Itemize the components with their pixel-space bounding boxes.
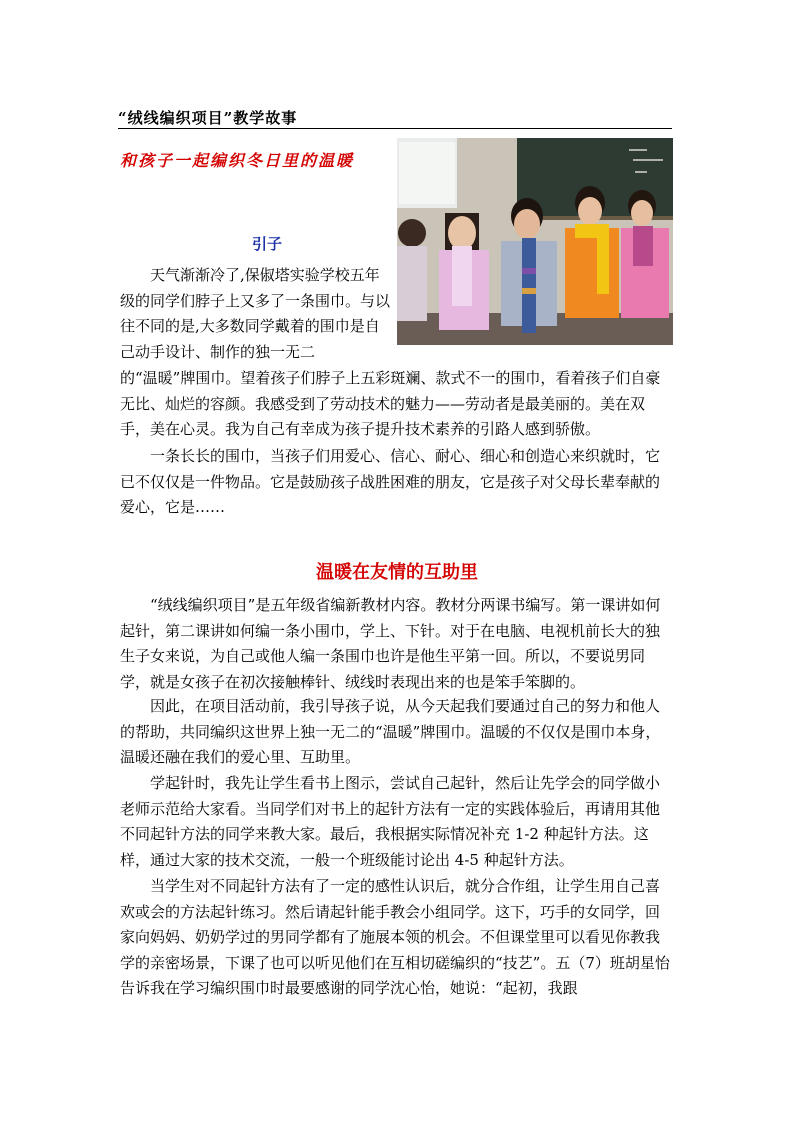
section-title: 温暖在友情的互助里 — [316, 562, 478, 583]
section-subtitle: 引子 — [252, 235, 283, 253]
intro-paragraph-1: 天气渐渐冷了,保俶塔实验学校五年级的同学们脖子上又多了一条围巾。与以往不同的是,大多数同学戴着的围巾是自己动手设计、制作的独一无二 — [120, 266, 391, 361]
body-paragraph-2: 因此，在项目活动前，我引导孩子说，从今天起我们要通过自己的努力和他人的帮助，共同编织这世界上独一无二的“温暖”牌围巾。温暖的不仅仅是围巾本身，温暖还融在我们的爱心里、互助里。 — [120, 697, 661, 767]
intro-paragraph-3: 一条长长的围巾，当孩子们用爱心、信心、耐心、细心和创造心来织就时，它已不仅仅是一件物品。它是鼓励孩子战胜困难的朋友，它是孩子对父母长辈奉献的爱心，它是…… — [120, 447, 661, 517]
page-header: “绒线编织项目”教学故事 — [118, 108, 672, 129]
body-paragraph-4: 当学生对不同起针方法有了一定的感性认识后，就分合作组，让学生用自己喜欢或会的方法起针练习。然后请起针能手教会小组同学。这下，巧手的女同学，回家向妈妈、奶奶学过的男同学都有了施展本领的机会。不但课堂里可以看见你教我学的亲密场景，下课了也可以听见他们在互相切磋编织的“技艺”。五（7）班胡星怡告诉我在学习编织围巾时最要感谢的同学沈心怡，她说：“起初，我跟 — [120, 877, 670, 998]
classroom-photo — [397, 138, 673, 345]
body-paragraph-3: 学起针时，我先让学生看书上图示，尝试自己起针，然后让先学会的同学做小老师示范给大家看。当同学们对书上的起针方法有一定的实践体验后，再请用其他不同起针方法的同学来教大家。最后，我根据实际情况补充 1-2 种起针方法。这样，通过大家的技术交流，一般一个班级能讨论出 4-5 种起针方法。 — [120, 774, 661, 869]
body-paragraph-1: “绒线编织项目”是五年级省编新教材内容。教材分两课书编写。第一课讲如何起针，第二课讲如何编一条小围巾，学上、下针。对于在电脑、电视机前长大的独生子女来说，为自己或他人编一条围巾也许是他生平第一回。所以，不要说男同学，就是女孩子在初次接触棒针、绒线时表现出来的也是笨手笨脚的。 — [120, 596, 661, 691]
intro-paragraph-2: 的“温暖”牌围巾。望着孩子们脖子上五彩斑斓、款式不一的围巾，看着孩子们自豪无比、灿烂的容颜。我感受到了劳动技术的魅力——劳动者是最美丽的。美在双手，美在心灵。我为自己有幸成为孩子提升技术素养的引路人感到骄傲。 — [120, 369, 661, 439]
article-title: 和孩子一起编织冬日里的温暖 — [120, 151, 355, 170]
